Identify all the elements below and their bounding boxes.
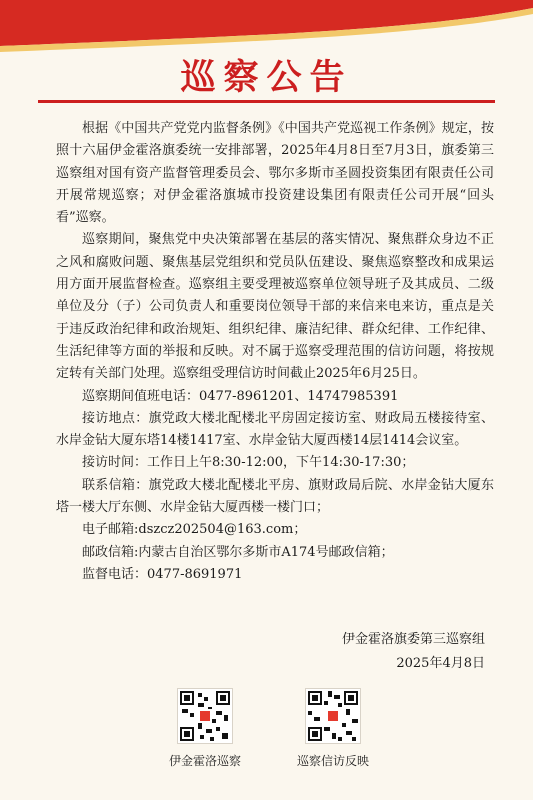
contact-visit-time: 接访时间：工作日上午8:30-12:00，下午14:30-17:30； bbox=[82, 455, 415, 471]
contact-email: 电子邮箱:dszcz202504@163.com； bbox=[82, 522, 307, 538]
qrcode-block-1 bbox=[150, 688, 260, 769]
signature-block bbox=[342, 628, 485, 676]
signature-date: 2025年4月8日 bbox=[396, 656, 485, 671]
qrcode-label-2: 巡察信访反映 bbox=[296, 754, 369, 768]
body-paragraph-1: 根据《中国共产党党内监督条例》《中国共产党巡视工作条例》规定，按照十六届伊金霍洛旗委统一安排部署，2025年4月8日至7月3日，旗委第三巡察组对国有资产监督管理委员会、鄂尔多斯市圣圆投资集团有限责任公司开展常规巡察；对伊金霍洛旗城市投资建设集团有限责任公司开展“回头看”巡察。 bbox=[56, 121, 494, 226]
contact-mailbox: 联系信箱：旗党政大楼北配楼北平房、旗财政局后院、水岸金钻大厦东塔一楼大厅东侧、水岸金钻大厦西楼一楼门口； bbox=[56, 477, 494, 516]
contact-supervision-phone: 监督电话：0477-8691971 bbox=[82, 566, 243, 582]
notice-title: 巡察公告 bbox=[180, 58, 353, 98]
contact-visit-location: 接访地点：旗党政大楼北配楼北平房固定接访室、财政局五楼接待室、水岸金钻大厦东塔14楼1417室、水岸金钻大厦西楼14层1414会议室。 bbox=[56, 410, 494, 449]
qrcode-block-2 bbox=[278, 688, 388, 769]
qr-code-icon[interactable] bbox=[305, 688, 361, 744]
contact-postal-box: 邮政信箱:内蒙古自治区鄂尔多斯市A174号邮政信箱； bbox=[82, 544, 394, 560]
notice-body bbox=[56, 118, 494, 586]
body-paragraph-2: 巡察期间，聚焦党中央决策部署在基层的落实情况、聚焦群众身边不正之风和腐败问题、聚焦基层党组织和党员队伍建设、聚焦巡察整改和成果运用方面开展监督检查。巡察组主要受理被巡察单位领导班子及其成员、二级单位及分（子）公司负责人和重要岗位领导干部的来信来电来访，重点是关于违反政治纪律和政治规矩、组织纪律、廉洁纪律、群众纪律、工作纪律、生活纪律等方面的举报和反映。对不属于巡察受理范围的信访问题，将按规定转有关部门处理。巡察组受理信访时间截止2025年6月25日。 bbox=[56, 232, 494, 382]
title-underline bbox=[38, 100, 495, 103]
signature-org: 伊金霍洛旗委第三巡察组 bbox=[341, 632, 485, 647]
qrcode-label-1: 伊金霍洛巡察 bbox=[168, 754, 241, 768]
contact-duty-phone: 巡察期间值班电话：0477-8961201、14747985391 bbox=[82, 388, 399, 404]
qr-code-icon[interactable] bbox=[177, 688, 233, 744]
